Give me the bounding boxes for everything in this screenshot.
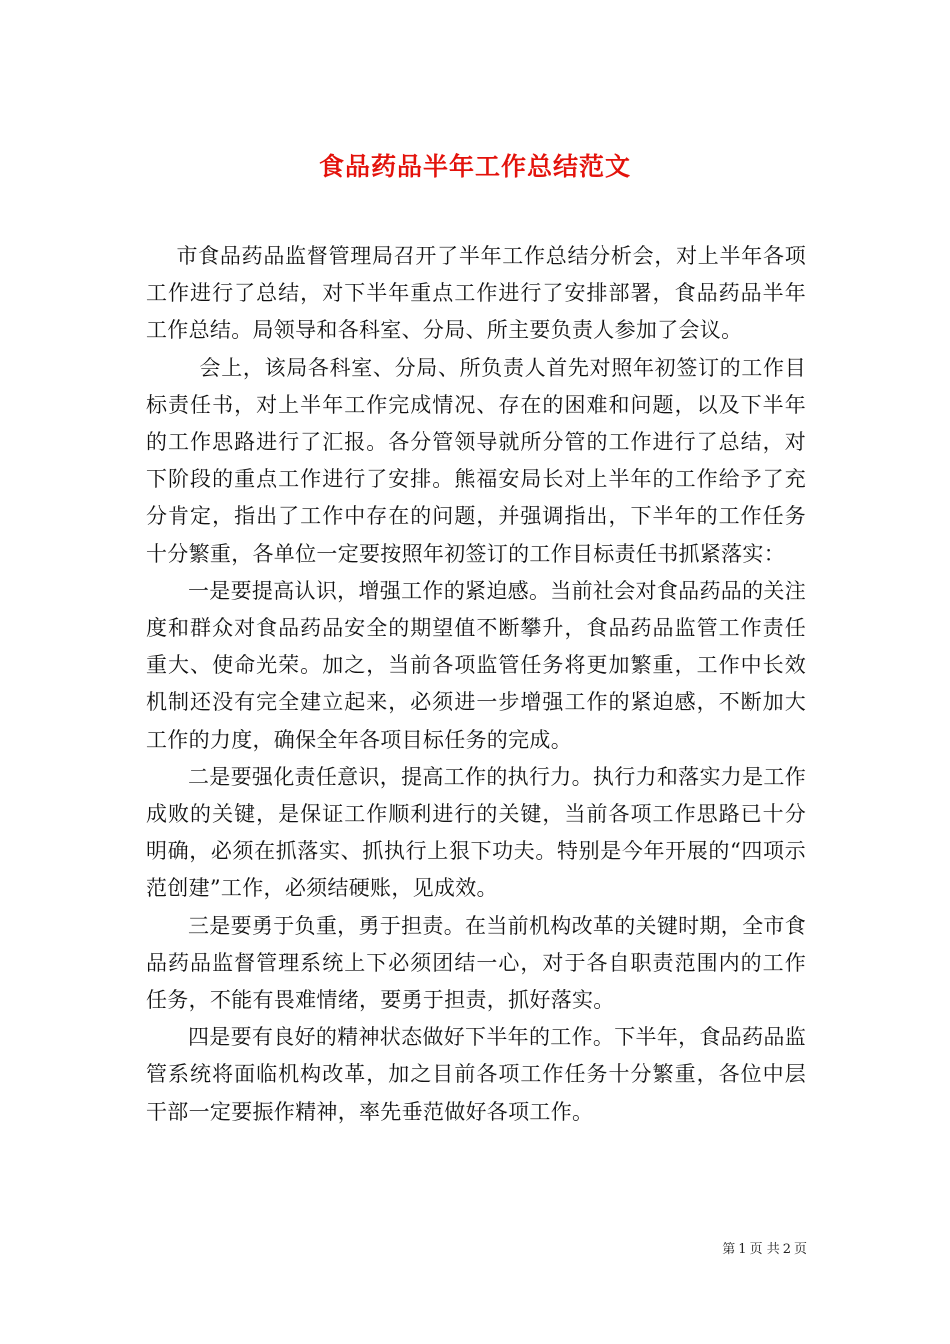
paragraph-point-one: 一是要提高认识，增强工作的紧迫感。当前社会对食品药品的关注度和群众对食品药品安全的期望值不断攀升，食品药品监管工作责任重大、使命光荣。加之，当前各项监管任务将更加繁重，工作中长效机制还没有完全建立起来，必须进一步增强工作的紧迫感，不断加大工作的力度，确保全年各项目标任务的完成。 [146, 578, 806, 752]
footer-suffix: 页 [793, 1242, 807, 1257]
paragraph-point-two: 二是要强化责任意识，提高工作的执行力。执行力和落实力是工作成败的关键，是保证工作顺利进行的关键，当前各项工作思路已十分明确，必须在抓落实、抓执行上狠下功夫。特别是今年开展的“四项示范创建”工作，必须结硬账，见成效。 [146, 764, 806, 901]
footer-current-page: 1 [738, 1242, 747, 1257]
footer-prefix: 第 [722, 1242, 736, 1257]
document-title: 食品药品半年工作总结范文 [318, 151, 631, 181]
paragraph-point-three: 三是要勇于负重，勇于担责。在当前机构改革的关键时期，全市食品药品监督管理系统上下必须团结一心，对于各自职责范围内的工作任务，不能有畏难情绪，要勇于担责，抓好落实。 [146, 913, 806, 1013]
document-body [146, 238, 806, 1131]
page-number-footer [722, 1241, 807, 1259]
footer-total-pages: 2 [782, 1242, 791, 1257]
paragraph-meeting: 会上，该局各科室、分局、所负责人首先对照年初签订的工作目标责任书，对上半年工作完成情况、存在的困难和问题，以及下半年的工作思路进行了汇报。各分管领导就所分管的工作进行了总结，对下阶段的重点工作进行了安排。熊福安局长对上半年的工作给予了充分肯定，指出了工作中存在的问题，并强调指出，下半年的工作任务十分繁重，各单位一定要按照年初签订的工作目标责任书抓紧落实： [146, 355, 806, 566]
paragraph-point-four: 四是要有良好的精神状态做好下半年的工作。下半年，食品药品监管系统将面临机构改革，加之目前各项工作任务十分繁重，各位中层干部一定要振作精神，率先垂范做好各项工作。 [146, 1025, 806, 1124]
paragraph-intro: 市食品药品监督管理局召开了半年工作总结分析会，对上半年各项工作进行了总结，对下半年重点工作进行了安排部署，食品药品半年工作总结。局领导和各科室、分局、所主要负责人参加了会议。 [146, 244, 806, 343]
footer-middle: 页 共 [749, 1242, 780, 1257]
